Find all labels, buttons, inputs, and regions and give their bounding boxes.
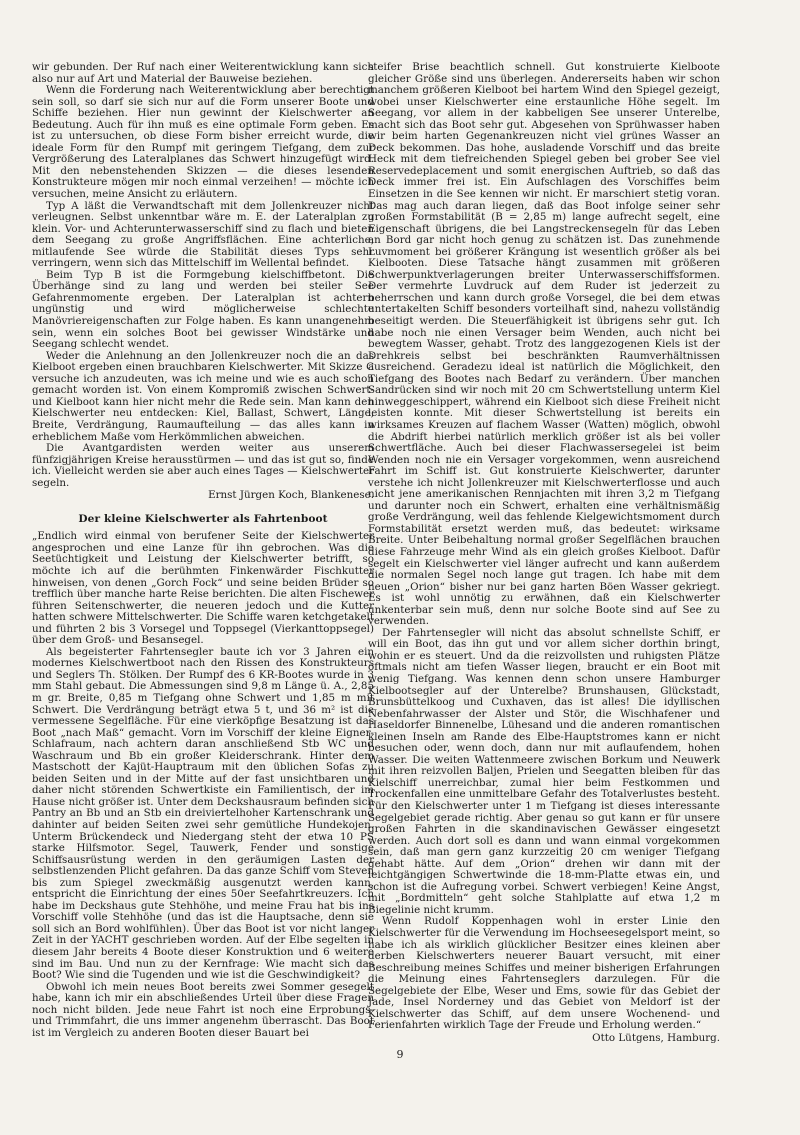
paragraph-text: Die Avantgardisten werden weiter aus unserem fünfzigjährigen Kreise herausstürmen — und das ist gut so, finde ich. Vielleicht werden sie aber auch eines Tages — Kielschwerter segeln. [32, 442, 374, 489]
paragraph: Wenn die Forderung nach Weiterentwicklung aber berechtigt sein soll, so darf sie sich nur auf die Form unserer Boote und Schiffe beziehen. Hier nun gewinnt der Kielschwerter an Bedeutung. Auch für ihn muß es eine optimale Form geben. Es ist zu untersuchen, ob diese Form bisher erreicht wurde, die ideale Form für den Rumpf mit geringem Tiefgang, dem zur Vergrößerung des Lateralplanes das Schwert hinzugefügt wird. Mit den nebenstehenden Skizzen — die dieses lesenden Konstrukteure mögen mir noch einmal verzeihen! — möchte ich versuchen, meine Ansicht zu erläutern. [32, 84, 374, 201]
paragraph-text: Wenn Rudolf Koppenhagen wohl in erster Linie den Kielschwerter für die Verwendung im Hochseesegelsport meint, so habe ich als wirklich glücklicher Besitzer eines kleinen aber derben Kielschwerters neuerer Bauart versucht, mit einer Beschreibung meines Schiffes und meiner bisherigen Erfahrungen die Meinung eines Fahrtenseglers darzulegen. Für die Segelgebiete der Elbe, Weser und Ems, sowie für das Gebiet der Jade, Insel Norderney und das Gebiet von Meldorf ist der Kielschwerter das Schiff, auf dem unsere Wochenend- und Ferienfahrten wirklich Tage der Freude und Erholung werden.“ [368, 915, 720, 1032]
paragraph: Obwohl ich mein neues Boot bereits zwei Sommer gesegelt habe, kann ich mir ein abschließendes Urteil über diese Fragen noch nicht bilden. Jede neue Fahrt ist noch eine Erprobungs- und Trimmfahrt, die uns immer angenehm überrascht. Das Boot ist im Vergleich zu anderen Booten dieser Bauart bei [32, 980, 374, 1039]
paragraph [32, 443, 374, 502]
paragraph: steifer Brise beachtlich schnell. Gut konstruierte Kielboote gleicher Größe sind uns überlegen. Andererseits haben wir schon manchem größeren Kielboot bei hartem Wind den Spiegel gezeigt, wobei unser Kielschwerter eine erstaunliche Höhe segelt. Im Seegang, vor allem in der kabbeligen See unserer Unterelbe, macht sich das Boot sehr gut. Abgesehen von Sprühwasser haben wir beim harten Gegenankreuzen nicht viel grünes Wasser an Deck bekommen. Das hohe, ausladende Vorschiff und das breite Heck mit dem tiefreichenden Spiegel geben bei grober See viel Reservedeplacement und somit energischen Auftrieb, so daß das Deck immer frei ist. Ein Aufschlagen des Vorschiffes beim Einsetzen in die See kennen wir nicht. Er marschiert stetig voran. Das mag auch daran liegen, daß das Boot infolge seiner sehr großen Formstabilität (B = 2,85 m) lange aufrecht segelt, eine Eigenschaft übrigens, die bei Langstreckensegeln für das Leben an Bord gar nicht hoch genug zu schätzen ist. Das zunehmende Luvmoment bei größerer Krängung ist wesentlich größer als bei Kielbooten. Diese Tatsache hängt zusammen mit größeren Schwerpunktverlagerungen breiter Unterwasserschiffsformen. Der vermehrte Luvdruck auf dem Ruder ist jederzeit zu beherrschen und kann durch große Vorsegel, die bei dem etwas untertakelten Schiff besonders vorteilhaft sind, nahezu vollständig beseitigt werden. Die Steuerfähigkeit ist übrigens sehr gut. Ich habe noch nie einen Versager beim Wenden, auch nicht bei bewegtem Wasser, gehabt. Trotz des langgezogenen Kiels ist der Drehkreis selbst bei beschränkten Raumverhältnissen ausreichend. Geradezu ideal ist natürlich die Möglichkeit, den Tiefgang des Bootes nach Bedarf zu verändern. Über manchen Sandrücken sind wir noch mit 20 cm Schwertstellung unterm Kiel hinweggeschippert, während ein Kielboot sich diese Freiheit nicht leisten konnte. Mit dieser Schwertstellung ist bereits ein wirksames Kreuzen auf flachem Wasser (Watten) möglich, obwohl die Abdrift hierbei natürlich merklich größer ist als bei voller Schwertfläche. Auch bei dieser Flachwassersegelei ist beim Wenden noch nie ein Versager vorgekommen, wenn ausreichend Fahrt im Schiff ist. Gut konstruierte Kielschwerter, darunter verstehe ich nicht Jollenkreuzer mit Kielschwerterflosse und auch nicht jene amerikanischen Rennjachten mit ihren 3,2 m Tiefgang und darunter noch ein Schwert, erhalten eine verhältnismäßig große Verdrängung, weil das fehlende Kielgewichtsmoment durch Formstabilität ersetzt werden muß, das bedeutet: wirksame Breite. Unter Beibehaltung normal großer Segelflächen brauchen diese Fahrzeuge mehr Wind als ein gleich großes Kielboot. Dafür segelt ein Kielschwerter viel länger aufrecht und kann außerdem die normalen Segel noch lange gut tragen. Ich habe mit dem neuen „Orion“ bisher nur bei ganz harten Böen Wasser gekriegt. Es ist wohl unnötig zu erwähnen, daß ein Kielschwerter unkenterbar sein muß, denn nur solche Boote sind auf See zu verwenden. [368, 61, 720, 628]
paragraph: Weder die Anlehnung an den Jollenkreuzer noch die an das Kielboot ergeben einen brauchbaren Kielschwerter. Mit Skizze C versuche ich anzudeuten, was ich meine und wie es auch schon gemacht worden ist. Von einem Kompromiß zwischen Schwert- und Kielboot kann hier nicht mehr die Rede sein. Man kann den Kielschwerter neu entdecken: Kiel, Ballast, Schwert, Länge, Breite, Verdrängung, Raumaufteilung — das alles kann in erheblichem Maße vom Herkömmlichen abweichen. [32, 349, 374, 443]
article-headline: Der kleine Kielschwerter als Fahrtenboot [78, 512, 328, 525]
paragraph: „Endlich wird einmal von berufener Seite der Kielschwerter angesprochen und eine Lanze für ihn gebrochen. Was die Seetüchtigkeit und Leistung der Kielschwerter betrifft, so möchte ich auf die berühmten Finkenwärder Fischkutter hinweisen, von denen „Gorch Fock“ und seine beiden Brüder so trefflich über manche harte Reise berichten. Die alten Fischewer führen Seitenschwerter, die neueren jedoch und die Kutter hatten schwere Mittelschwerter. Die Schiffe waren ketchgetakelt und führten 2 bis 3 Vorsegel und Toppsegel (Vierkanttoppsegel) über dem Groß- und Besansegel. [32, 530, 374, 647]
author-signature: Ernst Jürgen Koch, Blankenese. [208, 489, 374, 502]
paragraph: wir gebunden. Der Ruf nach einer Weiterentwicklung kann sich also nur auf Art und Material der Bauweise beziehen. [32, 61, 374, 85]
paragraph [368, 916, 720, 1044]
paragraph: Der Fahrtensegler will nicht das absolut schnellste Schiff, er will ein Boot, das ihn gut und vor allem sicher dorthin bringt, wohin er es steuert. Und da die reizvollsten und ruhigsten Plätze oftmals nicht am tiefen Wasser liegen, braucht er ein Boot mit wenig Tiefgang. Was kennen denn schon unsere Hamburger Kielbootsegler auf der Unterelbe? Brunshausen, Glückstadt, Brunsbüttelkoog und Cuxhaven, das ist alles! Die idyllischen Nebenfahrwasser der Alster und Stör, die Wischhafener und Haseldorfer Binnenelbe, Lühesand und die anderen romantischen kleinen Inseln am Rande des Elbe-Hauptstromes kann er nicht besuchen oder, wenn doch, dann nur mit auflaufendem, hohen Wasser. Die weiten Wattenmeere zwischen Borkum und Neuwerk mit ihren reizvollen Baljen, Prielen und Seegatten bleiben für das Kielschiff unerreichbar, zumal hier beim Festkommen und Trockenfallen eine unmittelbare Gefahr des Totalverlustes besteht. Für den Kielschwerter unter 1 m Tiefgang ist dieses interessante Segelgebiet gerade richtig. Aber genau so gut kann er für unsere großen Fahrten in die skandinavischen Gewässer eingesetzt werden. Auch dort soll es dann und wann einmal vorgekommen sein, daß man gern ganz kurzzeitig 20 cm weniger Tiefgang gehabt hätte. Auf dem „Orion“ drehen wir dann mit der leichtgängigen Schwertwinde die 18-mm-Platte etwas ein, und schon ist die Aufregung vorbei. Schwert verbiegen! Keine Angst, mit „Bordmitteln“ geht solche Stahlplatte auf etwa 1,2 m Biegelinie nicht krumm. [368, 626, 720, 916]
paragraph: Typ A läßt die Verwandtschaft mit dem Jollenkreuzer nicht verleugnen. Selbst unkenntbar wäre m. E. der Lateralplan zu klein. Vor- und Achterunterwasserschiff sind zu flach und bieten dem Seegang zu große Angriffsflächen. Eine achterliche, mitlaufende See würde die Stabilität dieses Typs sehr verringern, wenn sich das Mittelschiff im Wellental befindet. [32, 199, 374, 270]
paragraph: Beim Typ B ist die Formgebung kielschiffbetont. Die Überhänge sind zu lang und werden bei steiler See Gefahrenmomente ergeben. Der Lateralplan ist achtern ungünstig und wird möglicherweise schlechte Manövriereigenschaften zur Folge haben. Es kann unangenehm sein, wenn ein solches Boot bei gewisser Windstärke und Seegang schlecht wendet. [32, 268, 374, 351]
paragraph: Als begeisterter Fahrtensegler baute ich vor 3 Jahren ein modernes Kielschwertboot nach den Rissen des Konstrukteurs und Seglers Th. Stölken. Der Rumpf des 6 KR-Bootes wurde in 3 mm Stahl gebaut. Die Abmessungen sind 9,8 m Länge ü. A., 2,85 m gr. Breite, 0,85 m Tiefgang ohne Schwert und 1,85 m mit Schwert. Die Verdrängung beträgt etwa 5 t, und 36 m² ist die vermessene Segelfläche. Für eine vierköpfige Besatzung ist das Boot „nach Maß“ gemacht. Vorn im Vorschiff der kleine Eigner-Schlafraum, nach achtern daran anschließend Stb WC und Waschraum und Bb ein großer Kleiderschrank. Hinter dem Mastschott der Kajüt-Hauptraum mit den üblichen Sofas zu beiden Seiten und in der Mitte auf der fast unsichtbaren und daher nicht störenden Schwertkiste ein Familientisch, der im Hause nicht größer ist. Unter dem Deckshausraum befinden sich Pantry an Bb und an Stb ein dreiviertelhoher Kartenschrank und dahinter auf beiden Seiten zwei sehr gemütliche Hundekojen. Unterm Brückendeck und Niedergang steht der etwa 10 PS starke Hilfsmotor. Segel, Tauwerk, Fender und sonstige Schiffsausrüstung werden in den geräumigen Lasten der selbstlenzenden Plicht gefahren. Da das ganze Schiff vom Steven bis zum Spiegel zweckmäßig ausgenutzt werden kann, entspricht die Einrichtung der eines 50er Seefahrtkreuzers. Ich habe im Deckshaus gute Stehhöhe, und meine Frau hat bis ins Vorschiff volle Stehhöhe (und das ist die Hauptsache, denn sie soll sich an Bord wohlfühlen). Über das Boot ist vor nicht langer Zeit in der YACHT geschrieben worden. Auf der Elbe segelten in diesem Jahr bereits 4 Boote dieser Konstruktion und 6 weitere sind im Bau. Und nun zu der Kernfrage: Wie macht sich das Boot? Wie sind die Tugenden und wie ist die Geschwindigkeit? [32, 645, 374, 982]
right-column [368, 62, 720, 1044]
left-column [32, 62, 374, 1039]
page-number: 9 [396, 1048, 404, 1061]
author-signature: Otto Lütgens, Hamburg. [592, 1031, 720, 1044]
